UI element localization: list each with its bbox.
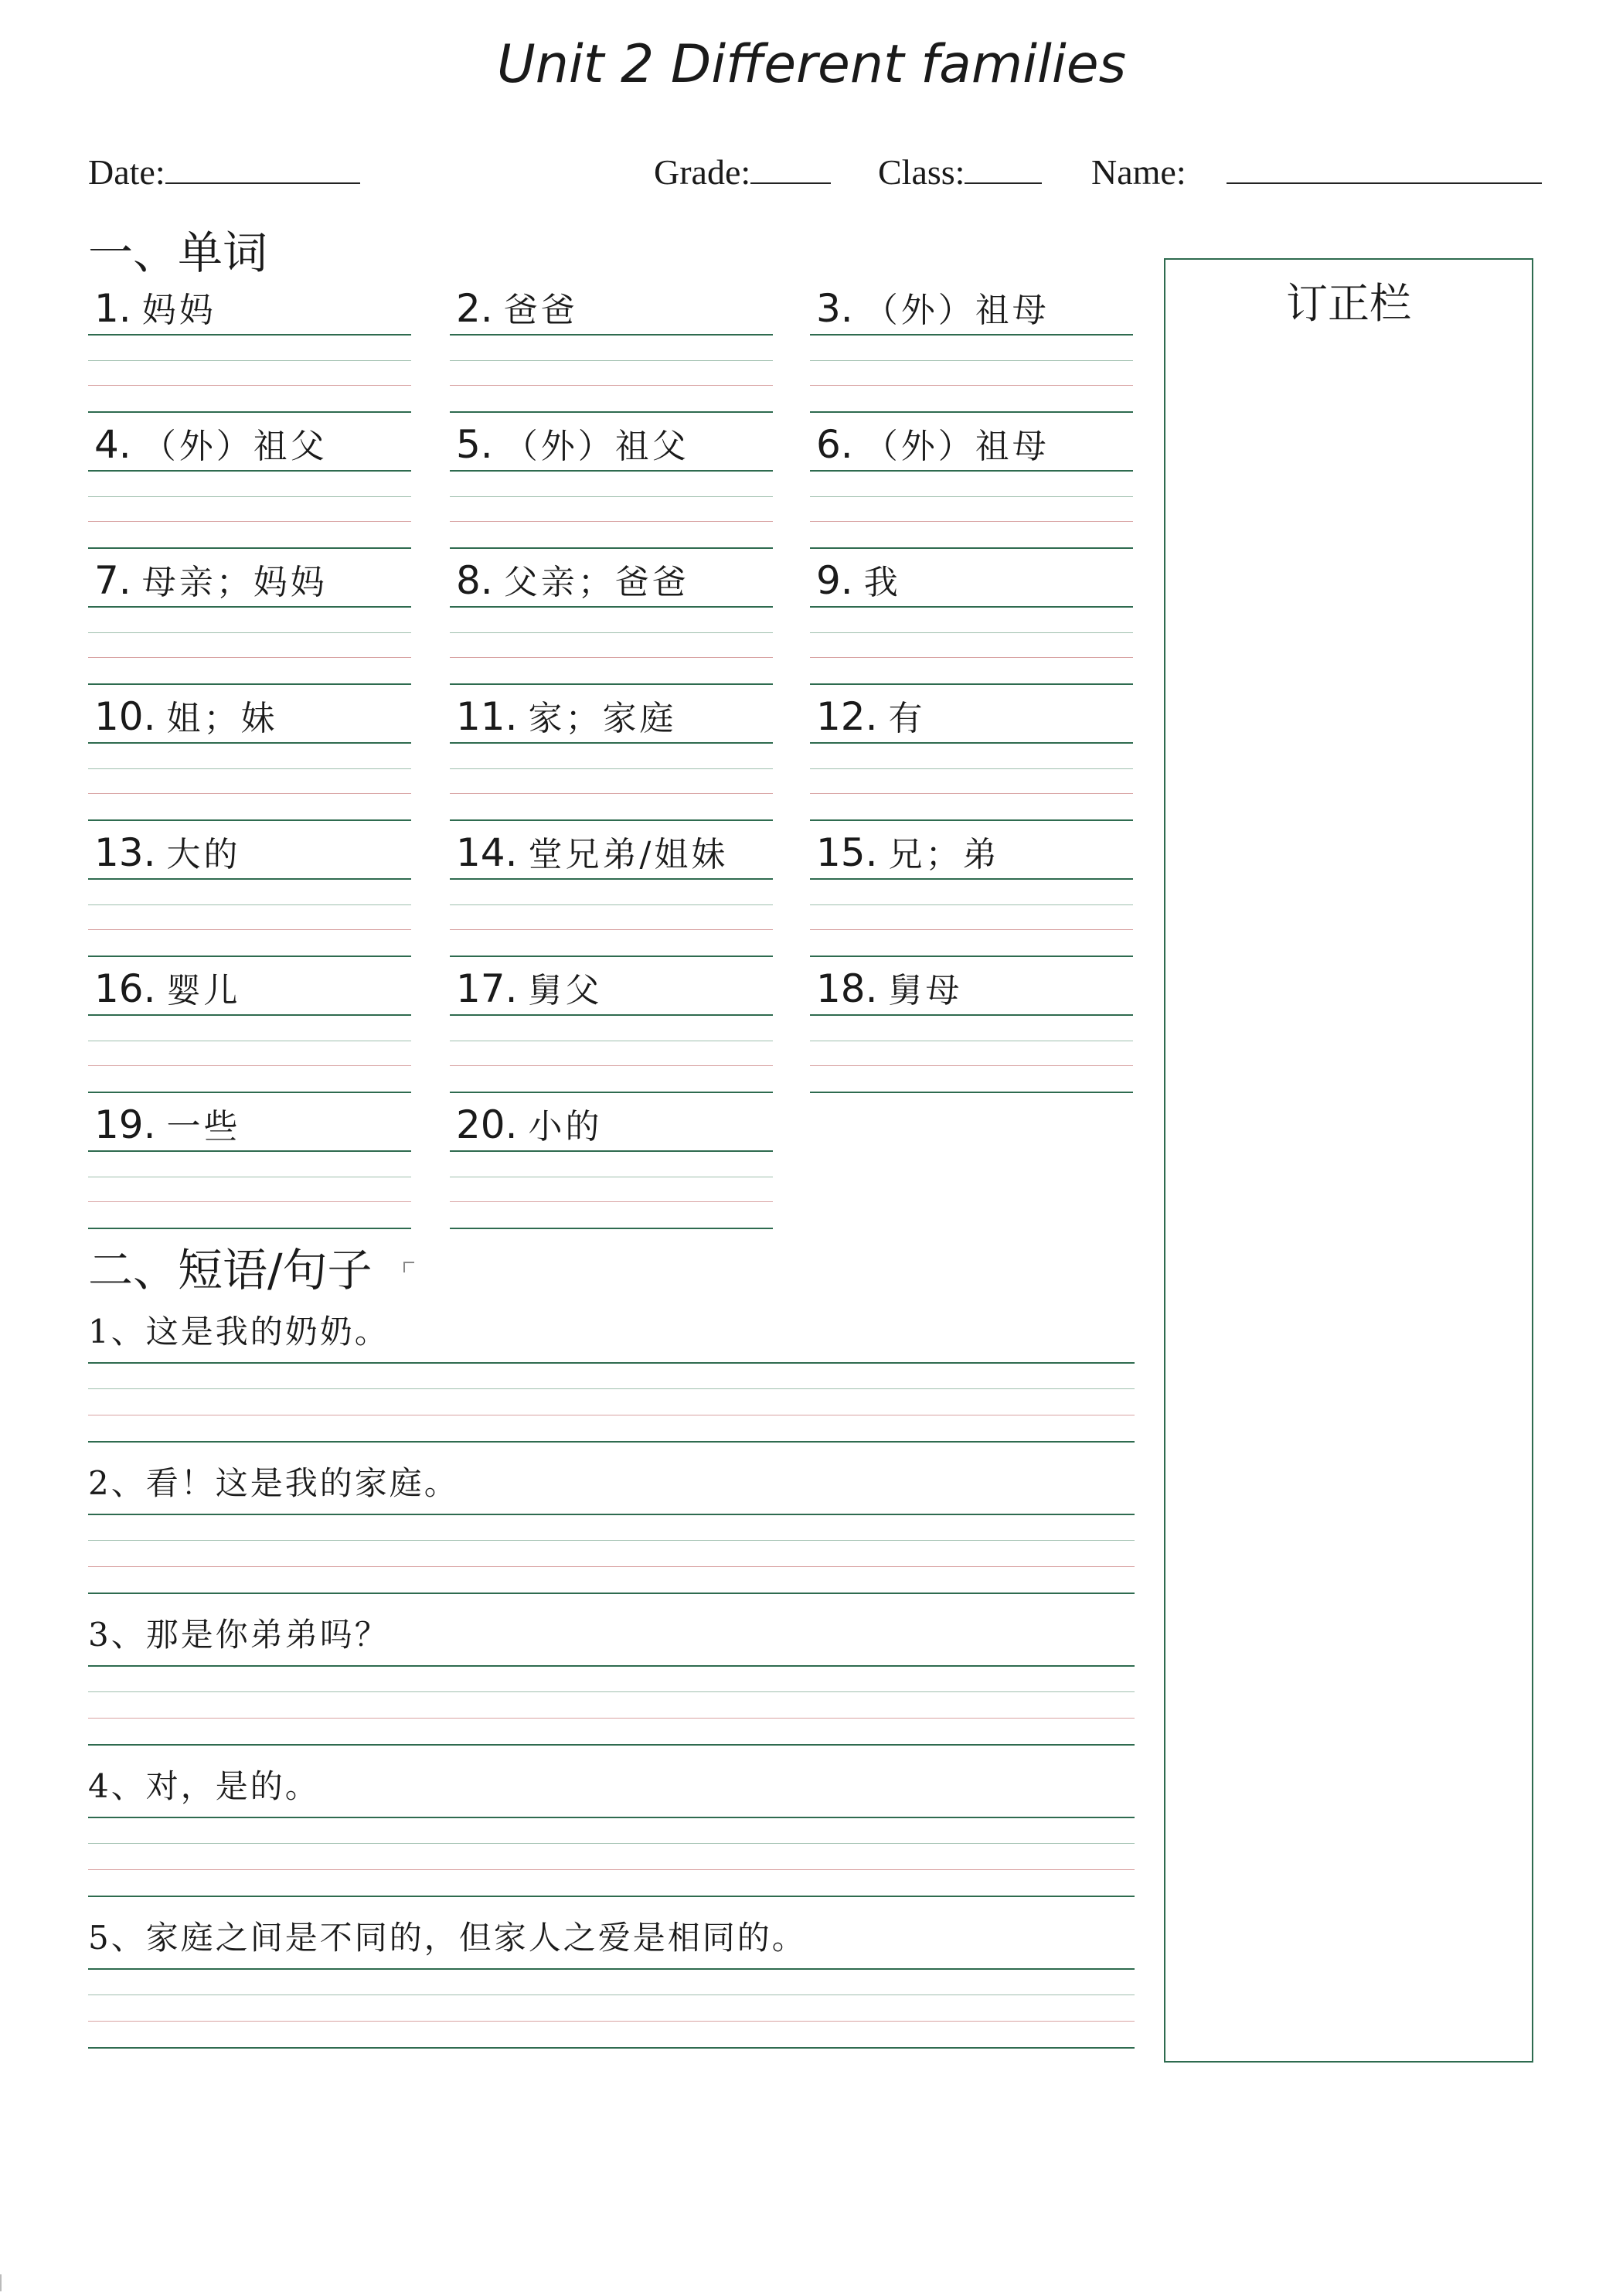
vocab-item-9 bbox=[810, 555, 1133, 679]
class-label: Class: bbox=[878, 152, 965, 192]
writing-line bbox=[810, 742, 1133, 744]
vocab-number: 1. bbox=[94, 286, 131, 331]
writing-line bbox=[88, 956, 411, 957]
writing-line bbox=[810, 683, 1133, 685]
writing-line bbox=[88, 904, 411, 905]
writing-line bbox=[810, 496, 1133, 497]
sentence-item-2 bbox=[88, 1458, 1135, 1582]
writing-line bbox=[88, 683, 411, 685]
writing-line bbox=[450, 878, 773, 880]
vocab-word: 堂兄弟/姐妹 bbox=[528, 835, 729, 874]
vocab-item-20 bbox=[450, 1099, 773, 1223]
writing-line bbox=[88, 2047, 1135, 2049]
writing-line bbox=[450, 385, 773, 386]
writing-line bbox=[88, 657, 411, 658]
vocabulary-section-title: 一、单词 bbox=[88, 227, 268, 279]
writing-line bbox=[810, 547, 1133, 549]
name-blank[interactable] bbox=[1227, 152, 1542, 184]
writing-line bbox=[450, 683, 773, 685]
writing-line bbox=[88, 1014, 411, 1016]
writing-line bbox=[810, 819, 1133, 821]
writing-line bbox=[810, 632, 1133, 633]
writing-line bbox=[88, 1388, 1135, 1389]
writing-line bbox=[810, 385, 1133, 386]
writing-line bbox=[810, 1092, 1133, 1093]
writing-line bbox=[88, 793, 411, 794]
vocab-number: 6. bbox=[816, 422, 853, 467]
vocab-word: 有 bbox=[888, 699, 926, 738]
writing-line bbox=[450, 956, 773, 957]
vocab-number: 3. bbox=[816, 286, 853, 331]
vocab-word: 一些 bbox=[166, 1107, 241, 1146]
grade-blank[interactable] bbox=[750, 152, 831, 184]
vocab-number: 11. bbox=[456, 694, 518, 739]
writing-line bbox=[88, 1691, 1135, 1692]
writing-line bbox=[450, 521, 773, 522]
sentence-text: 2、看！这是我的家庭。 bbox=[88, 1464, 459, 1502]
vocab-number: 13. bbox=[94, 830, 156, 875]
sentence-item-4 bbox=[88, 1761, 1135, 1885]
vocab-item-3 bbox=[810, 283, 1133, 407]
writing-line bbox=[450, 793, 773, 794]
vocab-item-11 bbox=[450, 691, 773, 815]
name-label: Name: bbox=[1091, 152, 1186, 192]
vocab-word: 我 bbox=[863, 563, 901, 602]
vocab-number: 8. bbox=[456, 558, 493, 603]
vocab-word: 婴儿 bbox=[166, 971, 241, 1010]
grade-label: Grade: bbox=[654, 152, 751, 192]
vocab-number: 12. bbox=[816, 694, 878, 739]
vocab-item-4 bbox=[88, 419, 411, 543]
vocab-item-18 bbox=[810, 963, 1133, 1087]
vocab-number: 4. bbox=[94, 422, 131, 467]
writing-line bbox=[810, 768, 1133, 769]
writing-line bbox=[88, 742, 411, 744]
writing-line bbox=[450, 1092, 773, 1093]
writing-line bbox=[450, 929, 773, 930]
date-field bbox=[88, 152, 360, 193]
date-label: Date: bbox=[88, 152, 165, 192]
writing-line bbox=[88, 1150, 411, 1152]
sentence-item-5 bbox=[88, 1913, 1135, 2036]
writing-line bbox=[810, 606, 1133, 608]
sentence-text: 1、这是我的奶奶。 bbox=[88, 1313, 390, 1351]
vocab-word: 兄；弟 bbox=[888, 835, 1000, 874]
vocab-word: 舅父 bbox=[528, 971, 603, 1010]
vocab-word: 大的 bbox=[166, 835, 241, 874]
vocab-number: 20. bbox=[456, 1102, 518, 1147]
class-field bbox=[878, 152, 1042, 193]
writing-line bbox=[88, 1362, 1135, 1364]
writing-line bbox=[810, 360, 1133, 361]
writing-line bbox=[450, 1228, 773, 1229]
vocab-number: 10. bbox=[94, 694, 156, 739]
writing-line bbox=[450, 496, 773, 497]
vocab-number: 9. bbox=[816, 558, 853, 603]
writing-line bbox=[88, 1744, 1135, 1746]
writing-line bbox=[810, 470, 1133, 472]
vocab-word: 小的 bbox=[528, 1107, 603, 1146]
sentence-text: 3、那是你弟弟吗？ bbox=[88, 1616, 390, 1654]
writing-line bbox=[88, 1201, 411, 1202]
vocab-item-19 bbox=[88, 1099, 411, 1223]
vocab-item-6 bbox=[810, 419, 1133, 543]
writing-line bbox=[88, 1817, 1135, 1818]
writing-line bbox=[88, 1441, 1135, 1443]
writing-line bbox=[450, 768, 773, 769]
writing-line bbox=[88, 1896, 1135, 1897]
vocab-word: 舅母 bbox=[888, 971, 963, 1010]
writing-line bbox=[88, 606, 411, 608]
writing-line bbox=[450, 334, 773, 336]
writing-line bbox=[88, 632, 411, 633]
writing-line bbox=[88, 1228, 411, 1229]
writing-line bbox=[810, 878, 1133, 880]
vocab-word: （外）祖父 bbox=[141, 427, 328, 466]
vocab-item-2 bbox=[450, 283, 773, 407]
vocab-word: 母亲；妈妈 bbox=[141, 563, 328, 602]
writing-line bbox=[810, 411, 1133, 413]
writing-line bbox=[88, 360, 411, 361]
writing-line bbox=[88, 496, 411, 497]
vocab-number: 17. bbox=[456, 966, 518, 1011]
vocab-number: 14. bbox=[456, 830, 518, 875]
correction-box[interactable] bbox=[1164, 258, 1533, 2063]
writing-line bbox=[88, 1566, 1135, 1567]
vocab-word: （外）祖母 bbox=[863, 427, 1050, 466]
writing-line bbox=[810, 521, 1133, 522]
writing-line bbox=[88, 1968, 1135, 1970]
sentence-text: 5、家庭之间是不同的，但家人之爱是相同的。 bbox=[88, 1919, 807, 1957]
writing-line bbox=[450, 1201, 773, 1202]
writing-line bbox=[88, 1593, 1135, 1594]
vocab-item-5 bbox=[450, 419, 773, 543]
writing-line bbox=[810, 1065, 1133, 1066]
vocab-number: 16. bbox=[94, 966, 156, 1011]
writing-line bbox=[88, 1843, 1135, 1844]
writing-line bbox=[88, 521, 411, 522]
vocab-item-16 bbox=[88, 963, 411, 1087]
date-blank[interactable] bbox=[165, 152, 360, 184]
vocab-word: 姐；妹 bbox=[166, 699, 278, 738]
writing-line bbox=[450, 360, 773, 361]
writing-line bbox=[450, 606, 773, 608]
writing-line bbox=[88, 1092, 411, 1093]
grade-field bbox=[654, 152, 831, 193]
writing-line bbox=[450, 657, 773, 658]
writing-line bbox=[88, 334, 411, 336]
vocab-item-15 bbox=[810, 827, 1133, 951]
writing-line bbox=[88, 768, 411, 769]
writing-line bbox=[88, 411, 411, 413]
writing-line bbox=[810, 657, 1133, 658]
writing-line bbox=[88, 878, 411, 880]
correction-box-title: 订正栏 bbox=[1286, 279, 1411, 328]
vocab-word: （外）祖母 bbox=[863, 291, 1050, 330]
writing-line bbox=[88, 470, 411, 472]
vocab-item-13 bbox=[88, 827, 411, 951]
writing-line bbox=[450, 411, 773, 413]
writing-line bbox=[88, 1869, 1135, 1870]
vocab-item-1 bbox=[88, 283, 411, 407]
class-blank[interactable] bbox=[965, 152, 1042, 184]
vocab-number: 18. bbox=[816, 966, 878, 1011]
vocab-item-17 bbox=[450, 963, 773, 1087]
writing-line bbox=[810, 334, 1133, 336]
writing-line bbox=[88, 819, 411, 821]
writing-line bbox=[450, 1014, 773, 1016]
writing-line bbox=[450, 1150, 773, 1152]
vocab-word: （外）祖父 bbox=[503, 427, 689, 466]
writing-line bbox=[88, 547, 411, 549]
writing-line bbox=[450, 470, 773, 472]
vocab-item-7 bbox=[88, 555, 411, 679]
vocab-word: 爸爸 bbox=[503, 291, 578, 330]
writing-line bbox=[88, 1065, 411, 1066]
writing-line bbox=[88, 929, 411, 930]
page-corner-mark bbox=[0, 2274, 12, 2291]
writing-line bbox=[88, 1540, 1135, 1541]
writing-line bbox=[450, 1065, 773, 1066]
sentence-item-3 bbox=[88, 1610, 1135, 1733]
worksheet-title: Unit 2 Different families bbox=[496, 34, 1127, 95]
writing-line bbox=[810, 793, 1133, 794]
writing-line bbox=[810, 929, 1133, 930]
vocab-item-10 bbox=[88, 691, 411, 815]
writing-line bbox=[450, 547, 773, 549]
writing-line bbox=[450, 742, 773, 744]
vocab-item-8 bbox=[450, 555, 773, 679]
vocab-word: 妈妈 bbox=[141, 291, 216, 330]
writing-line bbox=[810, 956, 1133, 957]
cursor-mark bbox=[403, 1262, 414, 1272]
writing-line bbox=[450, 632, 773, 633]
sentence-item-1 bbox=[88, 1306, 1135, 1430]
writing-line bbox=[450, 819, 773, 821]
vocab-number: 7. bbox=[94, 558, 131, 603]
writing-line bbox=[810, 904, 1133, 905]
vocab-number: 2. bbox=[456, 286, 493, 331]
vocab-number: 5. bbox=[456, 422, 493, 467]
writing-line bbox=[88, 385, 411, 386]
vocab-item-14 bbox=[450, 827, 773, 951]
vocab-word: 父亲；爸爸 bbox=[503, 563, 689, 602]
writing-line bbox=[88, 1665, 1135, 1667]
vocab-word: 家；家庭 bbox=[528, 699, 677, 738]
vocab-number: 19. bbox=[94, 1102, 156, 1147]
name-field bbox=[1091, 152, 1542, 193]
writing-line bbox=[450, 904, 773, 905]
writing-line bbox=[88, 1514, 1135, 1515]
writing-line bbox=[88, 1718, 1135, 1719]
sentence-text: 4、对，是的。 bbox=[88, 1767, 320, 1805]
vocab-item-12 bbox=[810, 691, 1133, 815]
sentences-section-title: 二、短语/句子 bbox=[88, 1244, 373, 1296]
writing-line bbox=[88, 2021, 1135, 2022]
vocab-number: 15. bbox=[816, 830, 878, 875]
writing-line bbox=[810, 1014, 1133, 1016]
